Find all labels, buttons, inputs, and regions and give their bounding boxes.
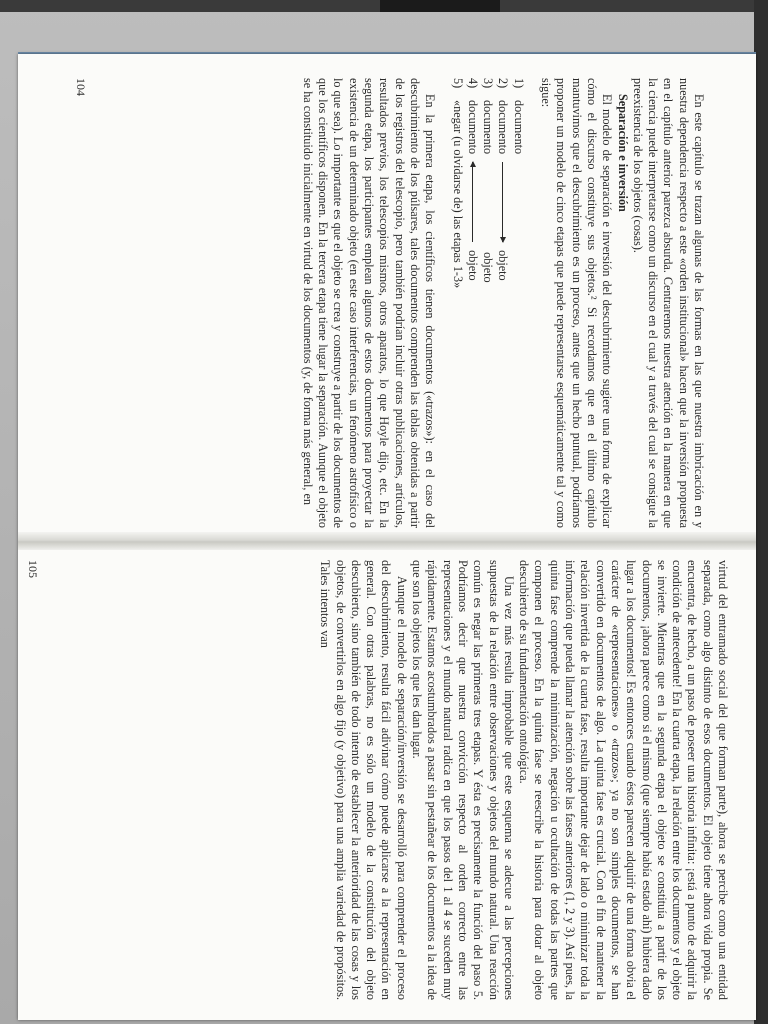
section-heading: Separación e inversión — [615, 94, 630, 212]
list-number: 1) — [511, 78, 526, 89]
list-doc: documento — [465, 100, 480, 155]
list-item — [495, 78, 510, 528]
page-number: 105 — [26, 560, 40, 578]
paragraph: En la primera etapa, los científicos tienen documentos («trazos»): en el caso del descubrimiento de los púlsares, tales documentos comprenden las tablas obtenidas a partir de los registros del telescopio, pero también podrían incluir otras publicaciones, artículos, resultados previos, los telescopios mismos, otros aparatos, lo que Hoyle dijo, etc. En la segunda etapa, los participantes emplean algunos de estos documentos para proyectar la existencia de un determinado objeto (en este caso interferencias, un fenómeno astrofísico o lo que sea). Lo importante es que el objeto se crea y construye a partir de los documentos de que los científicos disponen. En la tercera etapa tiene lugar la separación. Aunque el objeto se ha constituido inicialmente en virtud de los documentos (y, de forma más general, en — [300, 78, 438, 528]
page-105 — [20, 560, 730, 1000]
list-doc: documento — [481, 100, 496, 155]
list-object: objeto — [496, 250, 511, 281]
list-number: 2) — [496, 78, 511, 89]
book-gutter — [18, 532, 756, 550]
list-doc: documento — [496, 100, 511, 155]
paragraph: Una vez más resulta improbable que este esquema se adecue a las percepciones supuestas de la relación entre observaciones y objetos del mundo natural. Una reacción común es negar las primeras tres etapas. Y ésta es precisamente la función del paso 5. Podríamos decir que nuestra convicción respecto al orden correcto entre las representaciones y el mundo natural radica en que los pasos del 1 al 4 se suceden muy rápidamente. Estamos acostumbrados a pasar sin pestañear de los documentos a la idea de que son los objetos los que les dan lugar. — [410, 560, 516, 1000]
page-105-text — [317, 560, 730, 1000]
list-object: objeto — [465, 250, 480, 281]
list-item — [510, 78, 525, 528]
stage-list — [449, 78, 525, 528]
list-number: 5) — [450, 78, 465, 89]
arrow-left-icon — [472, 162, 473, 242]
list-number: 3) — [481, 78, 496, 89]
intro-paragraph: En este capítulo se trazan algunas de las formas en las que nuestra imbricación en y nuestra dependencia respecto a este «orden institucional» hacen que la inversión propuesta en el capítulo anterior parezca absurda. Centraremos nuestra atención en la manera en que la ciencia puede interpretarse como un discurso en el cual y a través del cual se consigue la preexistencia de los objetos (cosas). — [630, 78, 706, 528]
list-item — [449, 78, 464, 528]
scanner-top-dark-strip — [380, 0, 500, 12]
arrow-right-icon — [502, 162, 503, 242]
page-number: 104 — [74, 78, 88, 96]
page-104-text — [300, 78, 706, 528]
page-104 — [66, 78, 706, 528]
scanner-right-edge — [754, 0, 768, 1024]
paragraph: Aunque el modelo de separación/inversión se desarrolló para comprender el proceso del descubrimiento, resulta fácil adivinar cómo puede aplicarse a la representación en general. Con otras palabras, no es sólo un modelo de la constitución del objeto descubierto, sino también de todo intento de establecer la anterioridad de las cosas y los objetos, de convertirlos en algo fijo (y objetivo) para una amplia variedad de propósitos. Tales intentos van — [318, 560, 409, 1000]
list-doc: documento — [511, 100, 526, 155]
list-number: 4) — [465, 78, 480, 89]
list-item — [465, 78, 480, 528]
list-doc: «negar (u olvidarse de) las etapas 1-3» — [450, 100, 465, 289]
list-object: objeto — [481, 252, 496, 283]
list-item — [480, 78, 495, 528]
paragraph: El modelo de separación e inversión del descubrimiento sugiere una forma de explicar cómo el discurso constituye sus objetos.² Si recordamos que en el último capítulo mantuvimos que el descubrimiento es un proceso, antes que un hecho puntual, podríamos proponer un modelo de cinco etapas que puede representarse esquemáticamente tal y como sigue: — [539, 78, 615, 528]
paragraph: virtud del entramado social del que forman parte), ahora se percibe como una entidad separada, como algo distinto de esos documentos. El objeto tiene ahora vida propia. Se encuentra, de hecho, a un paso de poseer una historia infinita: ¡está a punto de adquirir la condición de antecedente! En la cuarta etapa, la relación entre los documentos y el objeto se invierte. Mientras que en la segunda etapa el objeto se constituía a partir de los documentos, ¡ahora parece como si el mismo (que siempre había estado ahí) hubiera dado lugar a los documentos! Es entonces cuando éstos parecen adquirir de una forma obvia el carácter de «representaciones» o «trazos»; ya no son simples documentos, se han convertido en documentos de algo. La quinta fase es crucial. Con el fin de mantener la relación invertida de la cuarta fase, resulta importante dejar de lado o minimizar toda la información que pueda llamar la atención sobre las fases anteriores (1, 2 y 3). Así pues, la quinta fase comprende la minimización, negación u ocultación de todas las partes que componen el proceso. En la quinta fase se reescribe la historia para dotar al objeto descubierto de su fundamentación ontológica. — [517, 560, 730, 1000]
